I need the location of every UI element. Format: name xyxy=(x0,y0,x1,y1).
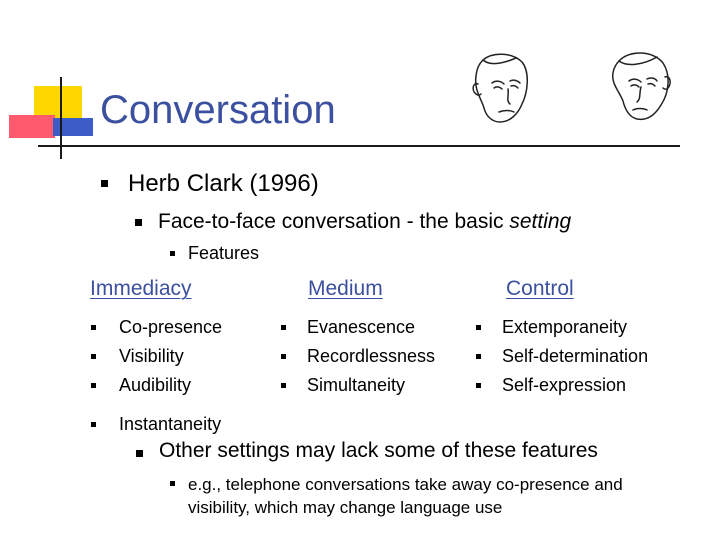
bullet-marker xyxy=(281,354,286,359)
list-item-recordlessness: Recordlessness xyxy=(307,346,436,366)
bullet-marker xyxy=(170,251,175,256)
bullet-features: Features xyxy=(188,243,260,263)
title-accent-red xyxy=(9,115,55,138)
bullet-face-to-face xyxy=(158,210,571,234)
bullet-example xyxy=(188,473,623,519)
bullet-marker xyxy=(136,450,143,457)
bullet-marker xyxy=(476,383,481,388)
list-item-visibility: Visibility xyxy=(119,346,184,366)
face-sketch-icon xyxy=(605,47,677,125)
list-item-audibility: Audibility xyxy=(119,375,192,395)
bullet-marker xyxy=(476,325,481,330)
list-item-self-expression: Self-expression xyxy=(502,375,627,395)
list-item-co-presence: Co-presence xyxy=(119,317,223,337)
example-line-2: visibility, which may change language use xyxy=(188,498,503,517)
list-item-extemporaneity: Extemporaneity xyxy=(502,317,628,337)
bullet-marker xyxy=(101,180,108,187)
column-header-medium: Medium xyxy=(308,277,383,300)
list-item-evanescence: Evanescence xyxy=(307,317,416,337)
bullet-marker xyxy=(135,219,142,226)
bullet-marker xyxy=(91,383,96,388)
bullet-herb-clark: Herb Clark (1996) xyxy=(128,170,319,197)
bullet-marker xyxy=(281,383,286,388)
column-header-control: Control xyxy=(506,277,574,300)
bullet-marker xyxy=(281,325,286,330)
column-header-immediacy: Immediacy xyxy=(90,277,192,300)
example-line-1: e.g., telephone conversations take away co-presence and xyxy=(188,475,623,494)
title-accent-blue xyxy=(53,118,93,136)
list-item-instantaneity: Instantaneity xyxy=(119,414,222,434)
bullet-marker xyxy=(91,422,96,427)
bullet-marker xyxy=(170,481,175,486)
slide-title: Conversation xyxy=(100,88,336,132)
bullet-face-to-face-italic: setting xyxy=(509,210,572,233)
title-rule-horizontal xyxy=(38,145,680,147)
bullet-marker xyxy=(91,354,96,359)
face-sketch-icon xyxy=(466,50,536,126)
bullet-marker xyxy=(91,325,96,330)
bullet-marker xyxy=(476,354,481,359)
list-item-self-determination: Self-determination xyxy=(502,346,649,366)
bullet-face-to-face-text: Face-to-face conversation - the basic xyxy=(158,210,510,233)
bullet-other-settings: Other settings may lack some of these features xyxy=(159,439,598,462)
list-item-simultaneity: Simultaneity xyxy=(307,375,406,395)
